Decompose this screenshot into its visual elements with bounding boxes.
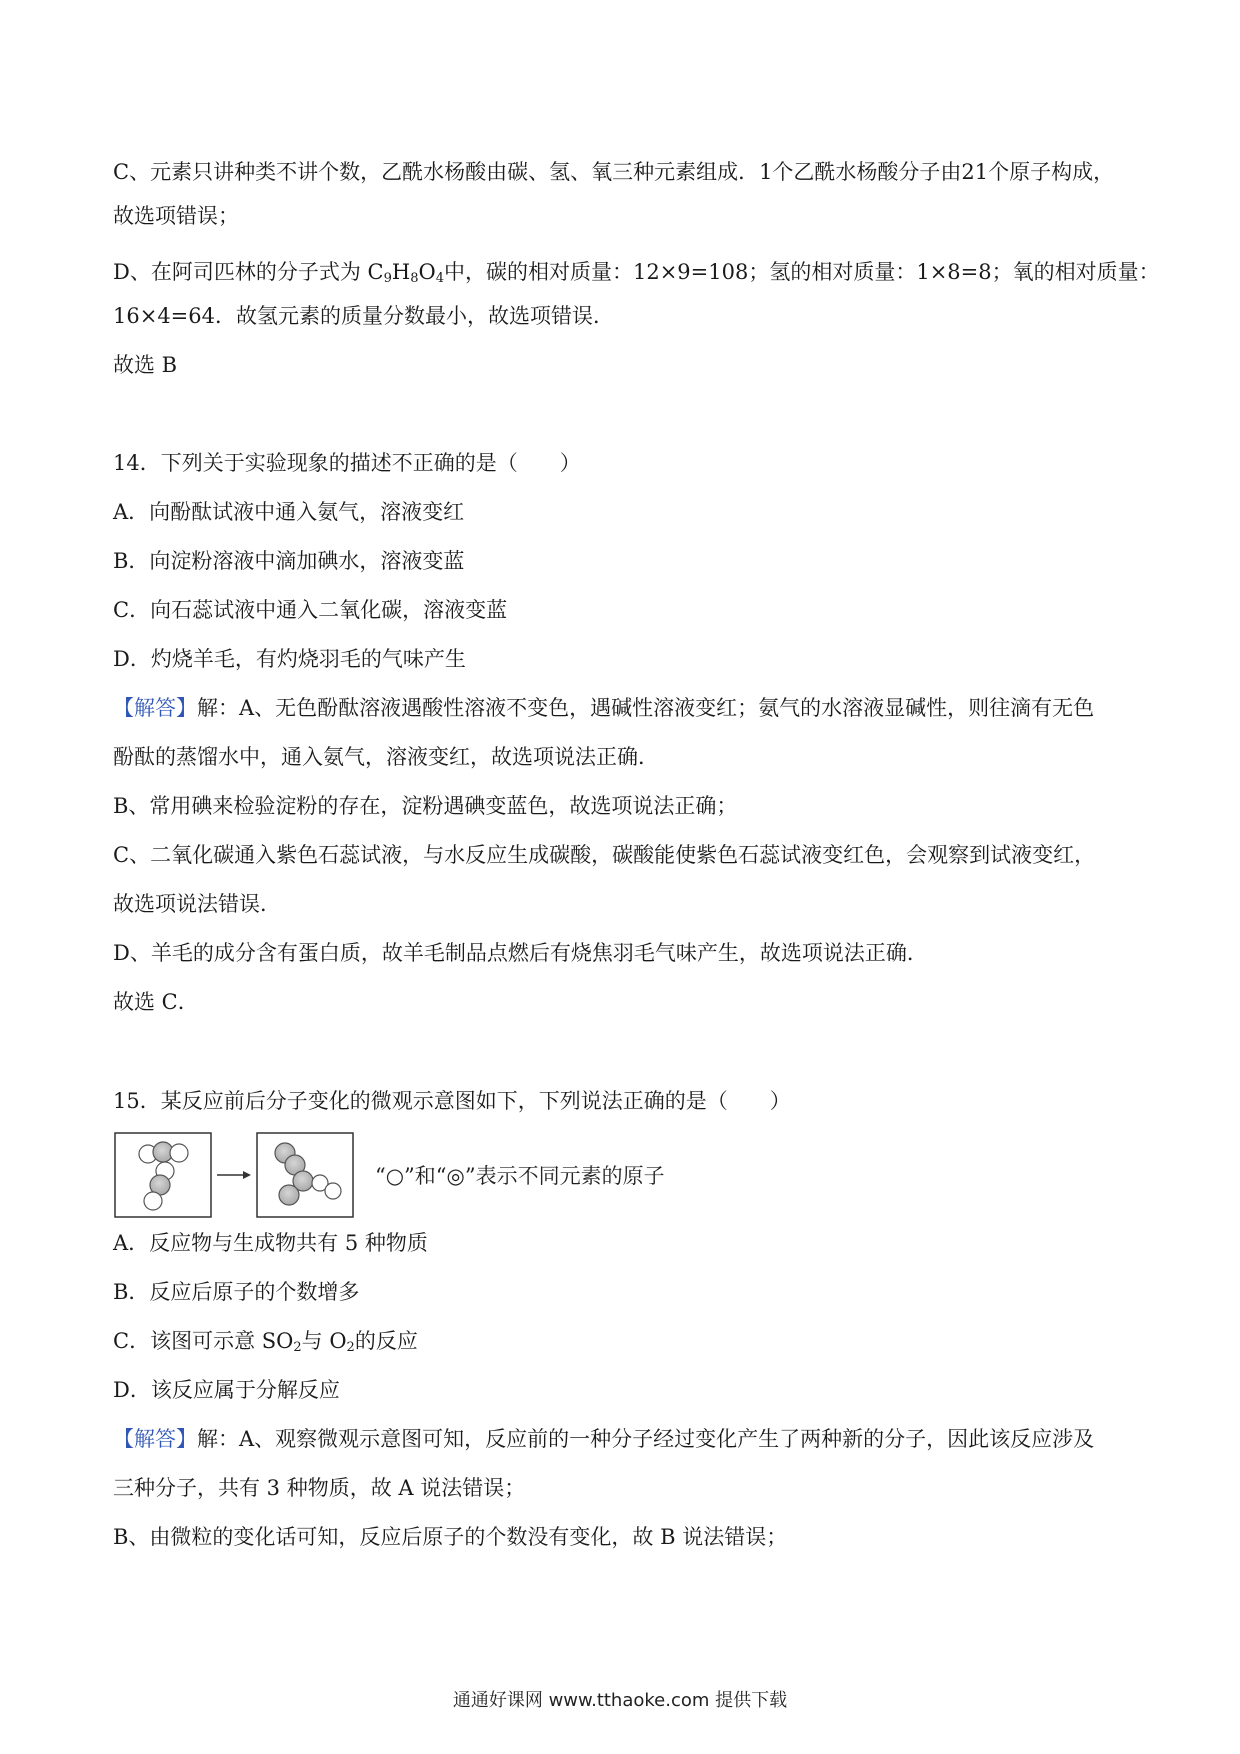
- q14-answer-tag: 【解答】: [113, 696, 197, 720]
- q14-option-b: B．向淀粉溶液中滴加碘水，溶液变蓝: [113, 549, 465, 573]
- q15-answer-line3: B、由微粒的变化话可知，反应后原子的个数没有变化，故 B 说法错误；: [113, 1525, 788, 1549]
- prev-select: 故选 B: [113, 353, 178, 377]
- q14-option-a: A．向酚酞试液中通入氨气，溶液变红: [113, 500, 465, 524]
- q15-option-b: B．反应后原子的个数增多: [113, 1280, 360, 1304]
- prev-answer-c-line1: C、元素只讲种类不讲个数，乙酰水杨酸由碳、氢、氧三种元素组成．1个乙酰水杨酸分子由21个原子构成，: [113, 160, 1115, 184]
- molecule-diagram-svg: [113, 1125, 713, 1225]
- q14-answer-line5: 故选项说法错误．: [113, 892, 281, 916]
- q14-answer-line2: 酚酞的蒸馏水中，通入氨气，溶液变红，故选项说法正确．: [113, 745, 659, 769]
- page-footer: 通通好课网 www.tthaoke.com 提供下载: [452, 1690, 788, 1711]
- q14-option-c: C．向石蕊试液中通入二氧化碳，溶液变蓝: [113, 598, 508, 622]
- q14-stem: 14．下列关于实验现象的描述不正确的是（ ）: [113, 451, 581, 475]
- q15-answer-line1: 【解答】解：A、观察微观示意图可知，反应前的一种分子经过变化产生了两种新的分子，因此该反应涉及: [113, 1427, 1095, 1451]
- q14-answer-line6: D、羊毛的成分含有蛋白质，故羊毛制品点燃后有烧焦羽毛气味产生，故选项说法正确．: [113, 941, 928, 965]
- q14-option-d: D．灼烧羊毛，有灼烧羽毛的气味产生: [113, 647, 466, 671]
- q15-option-a: A．反应物与生成物共有 5 种物质: [113, 1231, 428, 1255]
- prev-answer-d-line1: D、在阿司匹林的分子式为 $C_9H_8O_4$中，碳的相对质量：12×9=108；氢的相对质量：1×8=8；氧的相对质量：: [113, 260, 1160, 286]
- q15-answer-tag: 【解答】: [113, 1427, 197, 1451]
- q15-answer-line2: 三种分子，共有 3 种物质，故 A 说法错误；: [113, 1476, 526, 1500]
- q14-answer-line7: 故选 C．: [113, 990, 199, 1014]
- prev-answer-d-line2: 16×4=64．故氢元素的质量分数最小，故选项错误．: [113, 304, 614, 328]
- q14-answer-line4: C、二氧化碳通入紫色石蕊试液，与水反应生成碳酸，碳酸能使紫色石蕊试液变红色，会观察到试液变红，: [113, 843, 1096, 867]
- q15-option-d: D．该反应属于分解反应: [113, 1378, 340, 1402]
- q15-stem: 15．某反应前后分子变化的微观示意图如下，下列说法正确的是（ ）: [113, 1089, 791, 1113]
- diagram-caption: “○”和“◎”表示不同元素的原子: [375, 1164, 665, 1188]
- molecule-diagram: [113, 1125, 713, 1225]
- q14-answer-line1: 【解答】解：A、无色酚酞溶液遇酸性溶液不变色，遇碱性溶液变红；氨气的水溶液显碱性，则往滴有无色: [113, 696, 1095, 720]
- q14-answer-line3: B、常用碘来检验淀粉的存在，淀粉遇碘变蓝色，故选项说法正确；: [113, 794, 738, 818]
- prev-answer-c-line2: 故选项错误；: [113, 204, 239, 228]
- q15-option-c: C．该图可示意 $SO_2$与 $O_2$的反应: [113, 1329, 418, 1355]
